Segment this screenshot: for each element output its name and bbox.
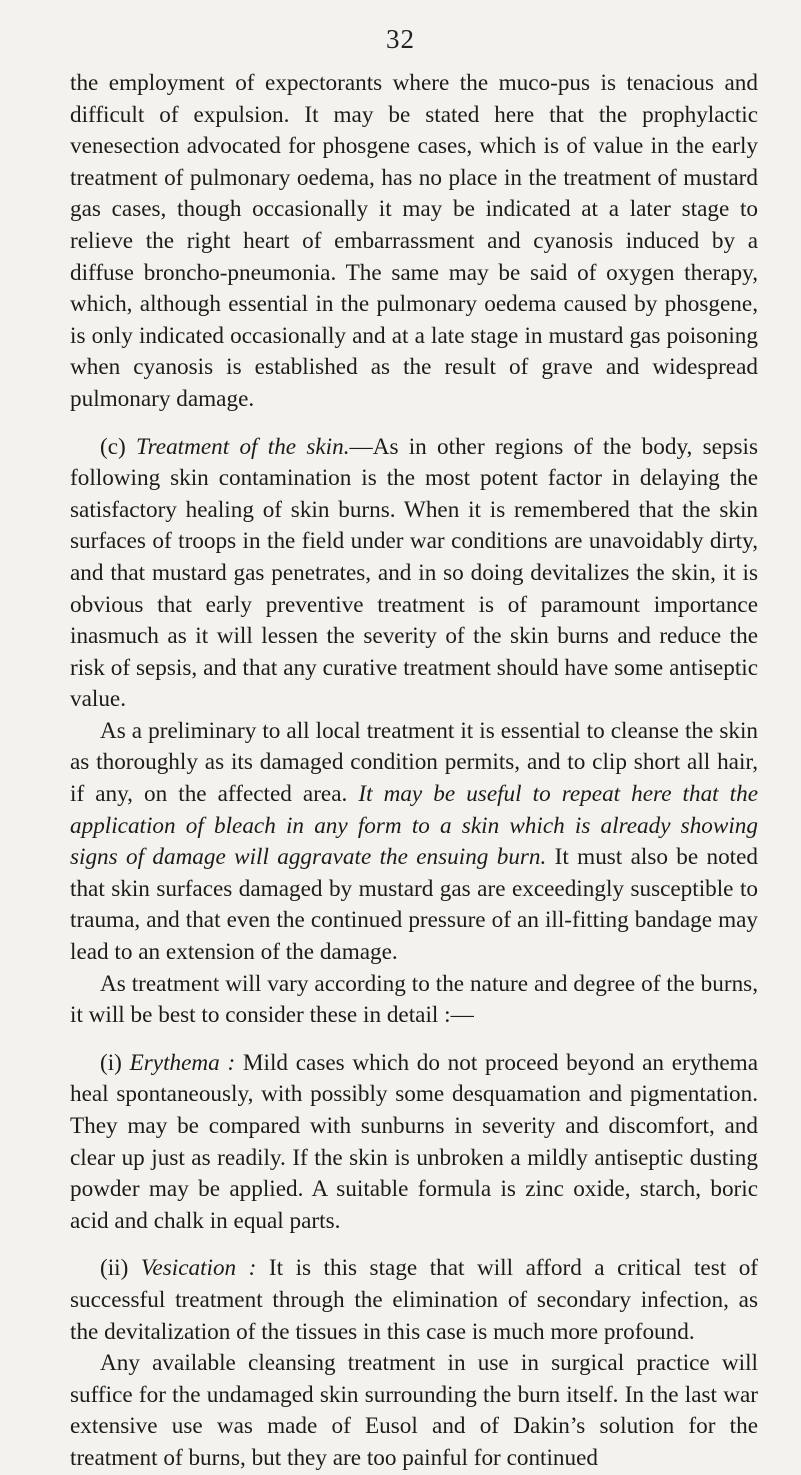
text-segment: Mild cases which do not proceed beyond an erythema heal spontaneously, with possibly some desquamation and pigmentation. They may be compared with sunburns in severity and discomfort, and clear up just as readily. If the skin is unbroken a mildly antiseptic dusting powder may be applied. A suitable formula is zinc oxide, starch, boric acid and chalk in equal parts. [70, 1049, 758, 1234]
text-segment: Any available cleansing treatment in use in surgical practice will suffice for the undamaged skin surrounding the burn itself. In the last war extensive use was made of Eusol and of Dakin’s solution for the treatment of burns, but they are too painful for continued [70, 1350, 758, 1471]
paragraph-preliminary-cleansing [70, 716, 758, 969]
text-segment: It must also be noted that skin surfaces damaged by mustard gas are exceedingly susceptible to trauma, and that even the continued pressure of an ill-fitting bandage may lead to an extension of the damage. [70, 844, 758, 966]
paragraph-erythema [70, 1048, 758, 1238]
paragraph-treatment-of-skin [70, 432, 758, 716]
subheading-vesication: Vesication : [140, 1255, 257, 1282]
list-marker: (i) [100, 1049, 130, 1076]
subheading-erythema: Erythema : [129, 1049, 236, 1076]
page-number: 32 [386, 24, 415, 54]
body-text [70, 68, 758, 1475]
text-segment: It is this stage that will afford a critical test of successful treatment through the elimination of secondary infection, as the devitalization of the tissues in this case is much more profound. [70, 1255, 759, 1345]
text-segment: the employment of expectorants where the muco-pus is tenacious and difficult of expulsion. It may be stated here that the prophylactic venesection advocated for phosgene cases, which is of value in the early treatment of pulmonary oedema, has no place in the treatment of mustard gas cases, though occasionally it may be indicated at a later stage to relieve the right heart of embarrassment and cyanosis induced by a diffuse broncho-pneumonia. The same may be said of oxygen therapy, which, although essential in the pulmonary oedema caused by phosgene, is only indicated occasionally and at a late stage in mustard gas poisoning when cyanosis is established as the result of grave and widespread pulmonary damage. [70, 70, 758, 412]
text-segment: As treatment will vary according to the nature and degree of the burns, it will be best to consider these in detail :— [70, 970, 758, 1029]
list-marker: (ii) [100, 1255, 141, 1282]
paragraph-expectorants [70, 68, 758, 416]
paragraph-treatment-varies [70, 969, 758, 1032]
italic-warning: It may be useful to repeat here that the application of bleach in any form to a skin which is already showing signs of damage will aggravate the ensuing burn. [70, 781, 758, 871]
text-segment: —As in other regions of the body, sepsis following skin contamination is the most potent factor in delaying the satisfactory healing of skin burns. When it is remembered that the skin surfaces of troops in the field under war conditions are unavoidably dirty, and that mustard gas penetrates, and in so doing devitalizes the skin, it is obvious that early preventive treatment is of paramount importance inasmuch as it will lessen the severity of the skin burns and reduce the risk of sepsis, and that any curative treatment should have some antiseptic value. [70, 433, 758, 713]
section-heading: Treatment of the skin. [136, 433, 350, 460]
section-marker: (c) [100, 433, 137, 460]
paragraph-cleansing-treatment [70, 1348, 758, 1474]
paragraph-vesication [70, 1253, 758, 1348]
text-segment: As a preliminary to all local treatment it is essential to cleanse the skin as thoroughly as its damaged condition permits, and to clip short all hair, if any, on the affected area. [70, 717, 758, 808]
